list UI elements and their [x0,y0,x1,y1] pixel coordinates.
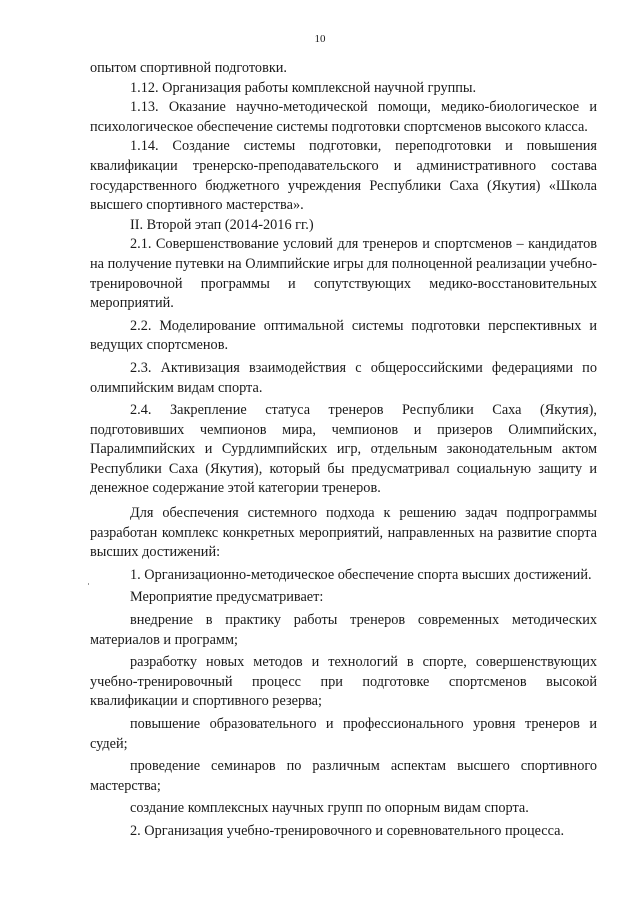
paragraph-measure-1: 1. Организационно-методическое обеспечение спорта высших достижений. [130,566,592,583]
paragraph-measure-2: 2. Организация учебно-тренировочного и соревновательного процесса. [130,822,565,839]
paragraph-stage-2-heading: II. Второй этап (2014-2016 гг.) [130,216,314,233]
paragraph-item-1-13: 1.13. Оказание научно-методической помощи, медико-биологическое и психологическое обеспечение системы подготовки спортсменов высокого класса. [90,99,597,135]
paragraph-item-2-3: 2.3. Активизация взаимодействия с общероссийскими федерациями по олимпийским видам спорта. [90,359,597,396]
paragraph-measure-item-qualification: повышение образовательного и профессионального уровня тренеров и судей; [90,716,597,752]
paragraph-item-2-1: 2.1. Совершенствование условий для тренеров и спортсменов – кандидатов на получение путевки на Олимпийские игры для полноценной реализации учебно-тренировочной программы и сопутствующих медико-восстановительных мероприятий. [90,236,597,312]
paragraph-measure-item-methods: разработку новых методов и технологий в спорте, совершенствующих учебно-тренировочный процесс при подготовке спортсменов высокой квалификации и спортивного резерва; [90,654,597,710]
paragraph-item-1-12: 1.12. Организация работы комплексной научной группы. [130,79,477,96]
document-body [90,59,597,842]
paragraph-measures-intro: Для обеспечения системного подхода к решению задач подпрограммы разработан комплекс конкретных мероприятий, направленных на развитие спорта высших достижений: [90,505,597,561]
page-number: 10 [314,33,326,45]
paragraph-item-1-14: 1.14. Создание системы подготовки, переподготовки и повышения квалификации тренерско-преподавательского и административного состава государственного бюджетного учреждения Республики Саха (Якутия) «Школа высшего спортивного мастерства». [90,138,597,214]
paragraph-continuation: опытом спортивной подготовки. [90,60,288,76]
scan-mark [88,583,89,585]
paragraph-item-2-4: 2.4. Закрепление статуса тренеров Республики Саха (Якутия), подготовивших чемпионов мира, чемпионов и призеров Олимпийских, Паралимпийских и Сурдлимпийских игр, отдельным законодательным актом Республики Саха (Якутия), который бы предусматривал социальную защиту и денежное содержание этой категории тренеров. [90,402,597,497]
paragraph-item-2-2: 2.2. Моделирование оптимальной системы подготовки перспективных и ведущих спортсменов. [90,317,597,354]
paragraph-measure-item-seminars: проведение семинаров по различным аспектам высшего спортивного мастерства; [90,758,597,794]
paragraph-measure-item-materials: внедрение в практику работы тренеров современных методических материалов и программ; [90,612,597,648]
paragraph-measure-item-science-groups: создание комплексных научных групп по опорным видам спорта. [130,800,529,817]
paragraph-measure-provides: Мероприятие предусматривает: [130,589,324,606]
